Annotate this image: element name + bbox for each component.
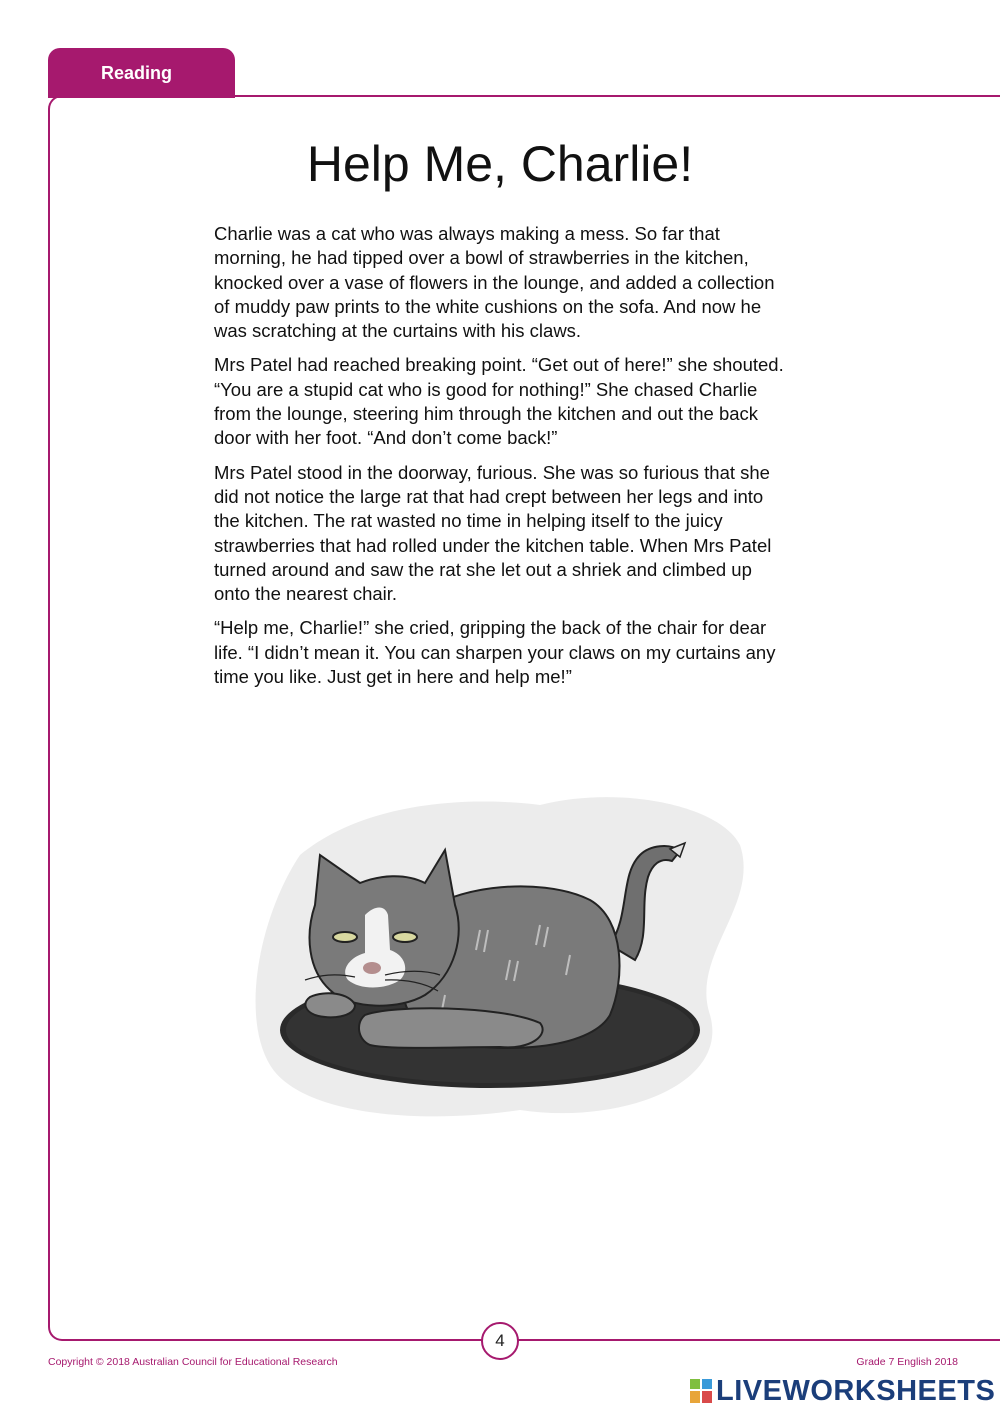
copyright-notice: Copyright © 2018 Australian Council for Educational Research	[48, 1356, 338, 1368]
liveworksheets-logo-icon	[690, 1379, 712, 1403]
page-number: 4	[481, 1322, 519, 1360]
story-paragraph: “Help me, Charlie!” she cried, gripping the back of the chair for dear life. “I didn’t mean it. You can sharpen your claws on my curtains any time you like. Just get in here and help me!”	[214, 617, 776, 688]
story-paragraph: Mrs Patel stood in the doorway, furious. She was so furious that she did not notice the large rat that had crept between her legs and into the kitchen. The rat wasted no time in helping itself to the juicy strawberries that had rolled under the kitchen table. When Mrs Patel turned around and saw the rat she let out a shriek and climbed up onto the nearest chair.	[214, 461, 772, 605]
cat-illustration	[240, 765, 760, 1140]
story-paragraph: Mrs Patel had reached breaking point. “Get out of here!” she shouted. “You are a stupid cat who is good for nothing!” She chased Charlie from the lounge, steering him through the kitchen and out the back door with her foot. “And don’t come back!”	[214, 354, 784, 449]
section-tab	[48, 48, 235, 98]
liveworksheets-brand[interactable]	[690, 1374, 995, 1408]
brand-name: LIVEWORKSHEETS	[716, 1374, 996, 1407]
section-tab-label: Reading	[101, 63, 173, 83]
story-title: Help Me, Charlie!	[306, 136, 694, 192]
story-paragraph: Charlie was a cat who was always making a mess. So far that morning, he had tipped over a bowl of strawberries in the kitchen, knocked over a vase of flowers in the lounge, and added a collection of muddy paw prints to the white cushions on the sofa. And now he was scratching at the curtains with his claws.	[214, 223, 775, 342]
story-body	[214, 222, 786, 699]
grade-label: Grade 7 English 2018	[856, 1356, 958, 1368]
